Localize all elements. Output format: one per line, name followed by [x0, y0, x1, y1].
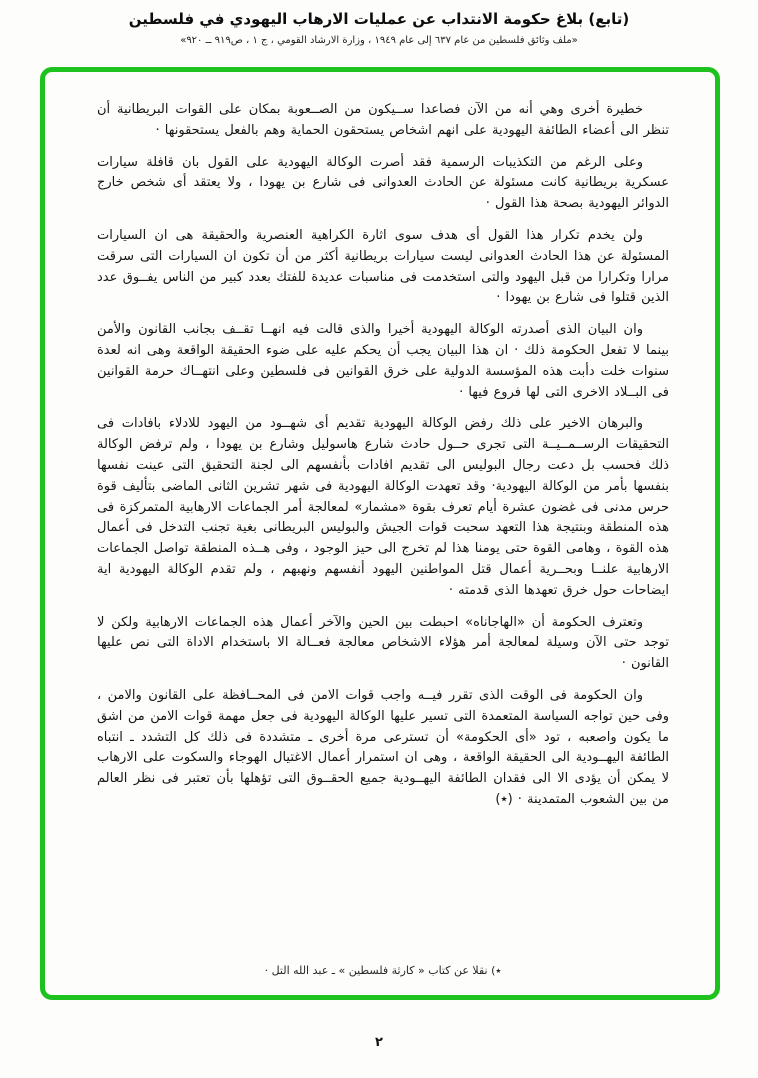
- paragraph: والبرهان الاخير على ذلك رفض الوكالة اليهودية تقديم أى شهــود من اليهود للادلاء بافادات فى التحقيقات الرســمــيــة التى تجرى حــول حادث شارع هاسوليل وشارع بن يهودا ، ولم ترفض الوكالة ذلك فحسب بل دعت رجال البوليس الى تقديم افادات بأنفسهم الى لجنة التحقيق التى عينت نفسها بنفسها بأمر من الوكالة اليهودية· وقد تعهدت الوكالة اليهودية فى شهر تشرين الثانى الماضى بتأليف قوة حرس مدنى فى غضون عشرة أيام تعرف بقوة «مشمار» لمعالجة أمر الجماعات الارهابية المتمركزة فى هذه المنطقة وبنتيجة هذا التعهد سحبت قوات الجيش والبوليس البريطانى بغية تجنب التدخل فى أعمال هذه القوة ، وهامى القوة حتى يومنا هذا لم تخرج الى حيز الوجود ، وفى هــذه المنطقة تواصل الجماعات الارهابية علنــا وبحــرية أعمال قتل المواطنين اليهود أنفسهم ونهبهم ، ولم تقدم الوكالة اليهودية اية ايضاحات حول خرق تعهدها الذى قدمته ·: [97, 416, 669, 598]
- document-header: [0, 0, 758, 46]
- page-subtitle: «ملف وثائق فلسطين من عام ٦٣٧ إلى عام ١٩٤٩ ، وزارة الارشاد القومي ، ج ١ ، ص٩١٩ ــ ٩٢٠»: [180, 35, 578, 46]
- paragraph: وان الحكومة فى الوقت الذى تقرر فيــه واجب قوات الامن فى المحــافظة على القانون والامن ، وفى حين تواجه السياسة المتعمدة التى تسير عليها الوكالة اليهودية فى جعل مهمة قوات الامن من اشق ما يكون واصعبه ، تود «أى الحكومة» أن تسترعى مرة أخرى ـ متشددة فى ذلك كل التشدد ـ انتباه الطائفة اليهــودية الى الحقيقة الواقعة ، وهى ان استمرار أعمال الاغتيال الهوجاء والسكوت على الارهاب لا يمكن أن يؤدى الا الى فقدان الطائفة اليهــودية جميع الحقــوق التى تؤهلها بأن تعتبر فى نظر العالم من بين الشعوب المتمدينة · (٭): [97, 687, 669, 807]
- document-body: [45, 72, 715, 995]
- footnote: ٭) نقلا عن كتاب « كارثة فلسطين » ـ عبد الله التل ·: [264, 964, 502, 977]
- paragraph: وتعترف الحكومة أن «الهاجاناه» احبطت بين الحين والآخر أعمال هذه الجماعات الارهابية ولكن لا توجد حتى الآن وسيلة لمعالجة أمر هؤلاء الاشخاص معالجة فعــالة الا باستخدام الاداة التى نص عليها القانون ·: [97, 614, 669, 672]
- green-border-frame: [40, 67, 720, 1000]
- page-number: ٢: [375, 1035, 383, 1050]
- paragraph: خطيرة أخرى وهي أنه من الآن فصاعدا ســيكون من الصــعوبة بمكان على القوات البريطانية أن تنظر الى أعضاء الطائفة اليهودية على انهم اشخاص يستحقون الحماية وهم بالفعل يستحقونها ·: [97, 102, 669, 138]
- page-title: (تابع) بلاغ حكومة الانتداب عن عمليات الارهاب اليهودي في فلسطين: [128, 10, 630, 28]
- body-text: [97, 100, 669, 822]
- paragraph: وعلى الرغم من التكذيبات الرسمية فقد أصرت الوكالة اليهودية على القول بان قافلة سيارات عسكرية بريطانية كانت مسئولة عن الحادث العدوانى فى شارع بن يهودا ، ولا يعتقد أى شخص خارج الدوائر اليهودية بصحة هذا القول ·: [97, 154, 669, 212]
- paragraph: وان البيان الذى أصدرته الوكالة اليهودية أخيرا والذى قالت فيه انهــا تقــف بجانب القانون والأمن بينما لا تفعل الحكومة ذلك · ان هذا البيان يجب أن يحكم عليه على ضوء الحقيقة الواقعة وهى انه لعدة سنوات خلت دأبت هذه المؤسسة الدولية على خرق القوانين فى فلسطين وعلى انتهــاك حرمة القوانين فى البــلاد الاخرى التى لها فروع فيها ·: [97, 322, 669, 400]
- paragraph: ولن يخدم تكرار هذا القول أى هدف سوى اثارة الكراهية العنصرية والحقيقة هى ان السيارات المسئولة عن هذا الحادث العدوانى ليست سيارات بريطانية أكثر من أن تكون ان السيارات التى سرقت مرارا وتكرارا من قبل اليهود والتى استخدمت فى مناسبات عديدة للفتك بعدد كبير من الناس يفــوق عدد الذين قتلوا فى شارع بن يهودا ·: [97, 227, 669, 306]
